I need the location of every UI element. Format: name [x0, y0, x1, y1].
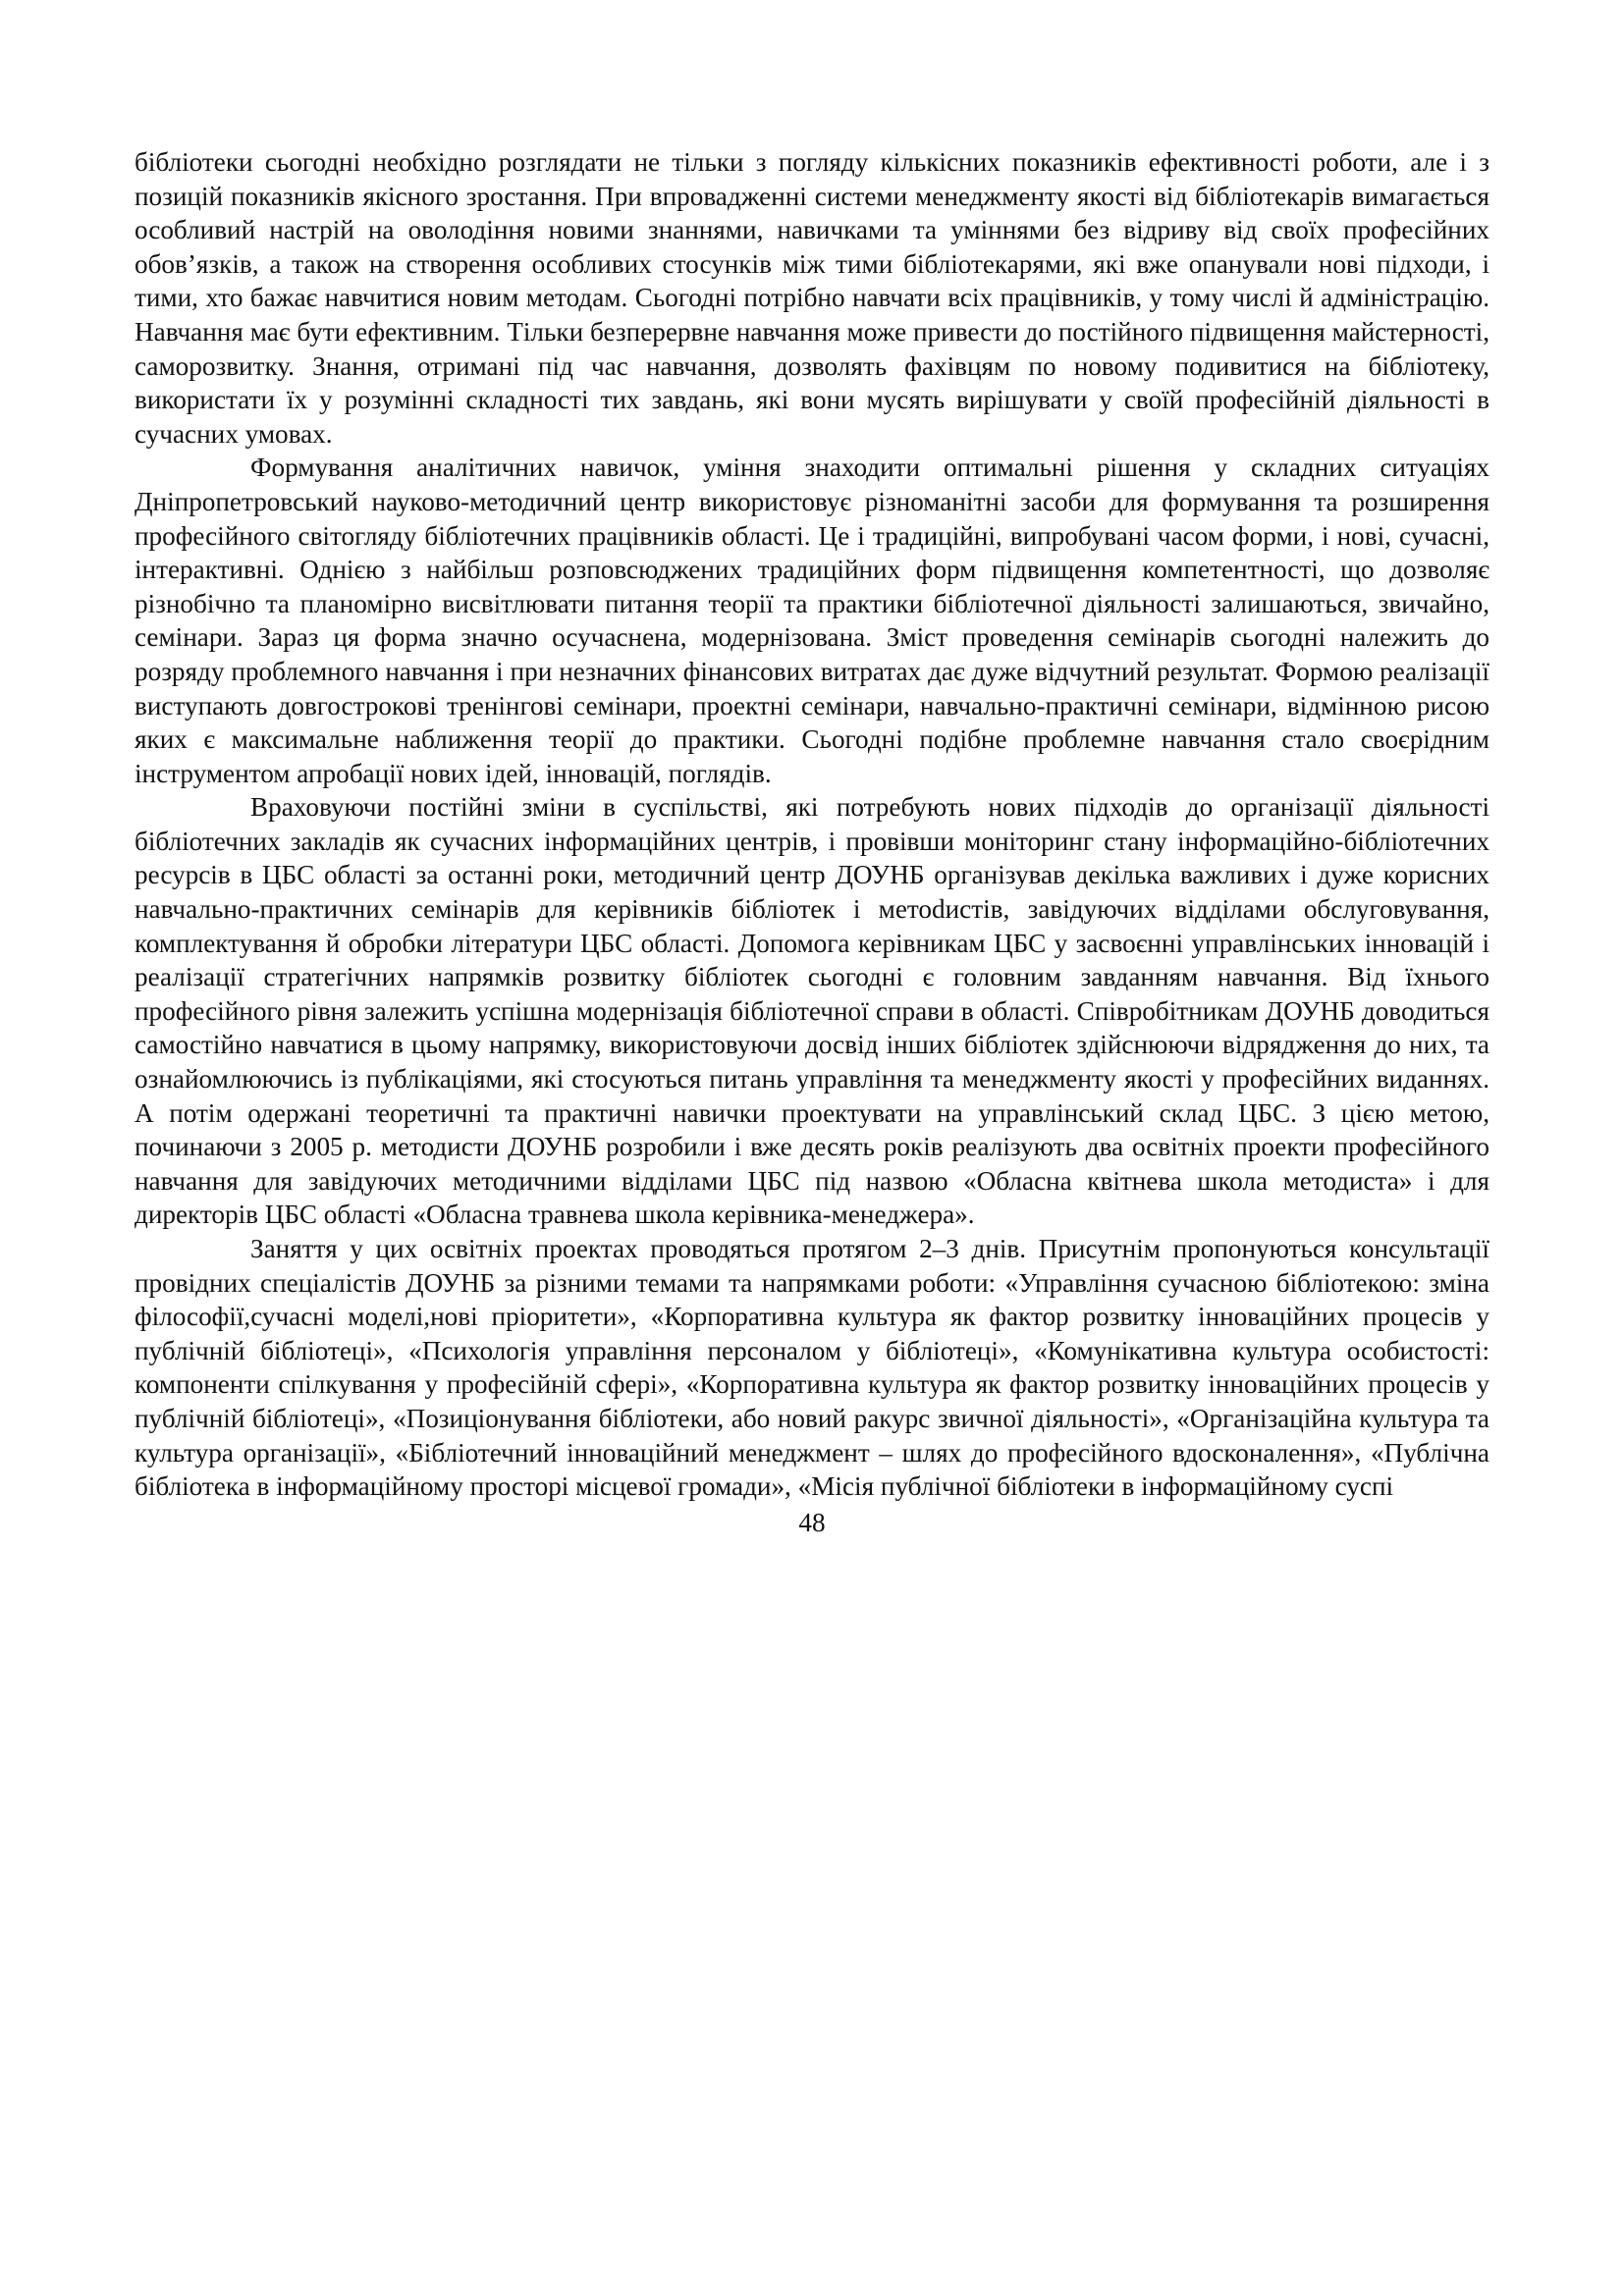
paragraph-2: Формування аналітичних навичок, уміння знаходити оптимальні рішення у складних ситуаціях Дніпропетровський науково-методичний центр використовує різноманітні засоби для формування та розширення професійного світогляду бібліотечних працівників області. Це і традиційні, випробувані часом форми, і нові, сучасні, інтерактивні. Однією з найбільш розповсюджених традиційних форм підвищення компетентності, що дозволяє різнобічно та планомірно висвітлювати питання теорії та практики бібліотечної діяльності залишаються, звичайно, семінари. Зараз ця форма значно осучаснена, модернізована. Зміст проведення семінарів сьогодні належить до розряду проблемного навчання і при незначних фінансових витратах дає дуже відчутний результат. Формою реалізації виступають довгострокові тренінгові семінари, проектні семінари, навчально-практичні семінари, відмінною рисою яких є максимальне наближення теорії до практики. Сьогодні подібне проблемне навчання стало своєрідним інструментом апробації нових ідей, інновацій, поглядів.: [135, 453, 1489, 788]
document-page: [135, 145, 1489, 1539]
paragraph-4: Заняття у цих освітніх проектах проводяться протягом 2–3 днів. Присутнім пропонуються консультації провідних спеціалістів ДОУНБ за різними темами та напрямками роботи: «Управління сучасною бібліотекою: зміна філософії,сучасні моделі,нові пріоритети», «Корпоративна культура як фактор розвитку інноваційних процесів у публічній бібліотеці», «Психологія управління персоналом у бібліотеці», «Комунікативна культура особистості: компоненти спілкування у професійній сфері», «Корпоративна культура як фактор розвитку інноваційних процесів у публічній бібліотеці», «Позиціонування бібліотеки, або новий ракурс звичної діяльності», «Організаційна культура та культура організації», «Бібліотечний інноваційний менеджмент – шлях до професійного вдосконалення», «Публічна бібліотека в інформаційному просторі місцевої громади», «Місія публічної бібліотеки в інформаційному суспі: [135, 1234, 1489, 1502]
paragraph-1: бібліотеки сьогодні необхідно розглядати не тільки з погляду кількісних показників ефективності роботи, але і з позицій показників якісного зростання. При впровадженні системи менеджменту якості від бібліотекарів вимагається особливий настрій на оволодіння новими знаннями, навичками та уміннями без відриву від своїх професійних обов’язків, а також на створення особливих стосунків між тими бібліотекарями, які вже опанували нові підходи, і тими, хто бажає навчитися новим методам. Сьогодні потрібно навчати всіх працівників, у тому числі й адміністрацію. Навчання має бути ефективним. Тільки безперервне навчання може привести до постійного підвищення майстерності, саморозвитку. Знання, отримані під час навчання, дозволять фахівцям по новому подивитися на бібліотеку, використати їх у розумінні складності тих завдань, які вони мусять вирішувати у своїй професійній діяльності в сучасних умовах.: [135, 147, 1489, 449]
page-number: 48: [798, 1507, 826, 1537]
paragraph-3: Враховуючи постійні зміни в суспільстві, які потребують нових підходів до організації діяльності бібліотечних закладів як сучасних інформаційних центрів, і провівши моніторинг стану інформаційно-бібліотечних ресурсів в ЦБС області за останні роки, методичний центр ДОУНБ організував декілька важливих і дуже корисних навчально-практичних семінарів для керівників бібліотек і метоdистів, завідуючих відділами обслуговування, комплектування й обробки літератури ЦБС області. Допомога керівникам ЦБС у засвоєнні управлінських інновацій і реалізації стратегічних напрямків розвитку бібліотек сьогодні є головним завданням навчання. Від їхнього професійного рівня залежить успішна модернізація бібліотечної справи в області. Співробітникам ДОУНБ доводиться самостійно навчатися в цьому напрямку, використовуючи досвід інших бібліотек здійснюючи відрядження до них, та ознайомлюючись із публікаціями, які стосуються питань управління та менеджменту якості у професійних виданнях. А потім одержані теоретичні та практичні навички проектувати на управлінський склад ЦБС. З цією метою, починаючи з 2005 р. методисти ДОУНБ розробили і вже десять років реалізують два освітніх проекти професійного навчання для завідуючих методичними відділами ЦБС під назвою «Обласна квітнева школа методиста» і для директорів ЦБС області «Обласна травнева школа керівника-менеджера».: [135, 792, 1489, 1230]
